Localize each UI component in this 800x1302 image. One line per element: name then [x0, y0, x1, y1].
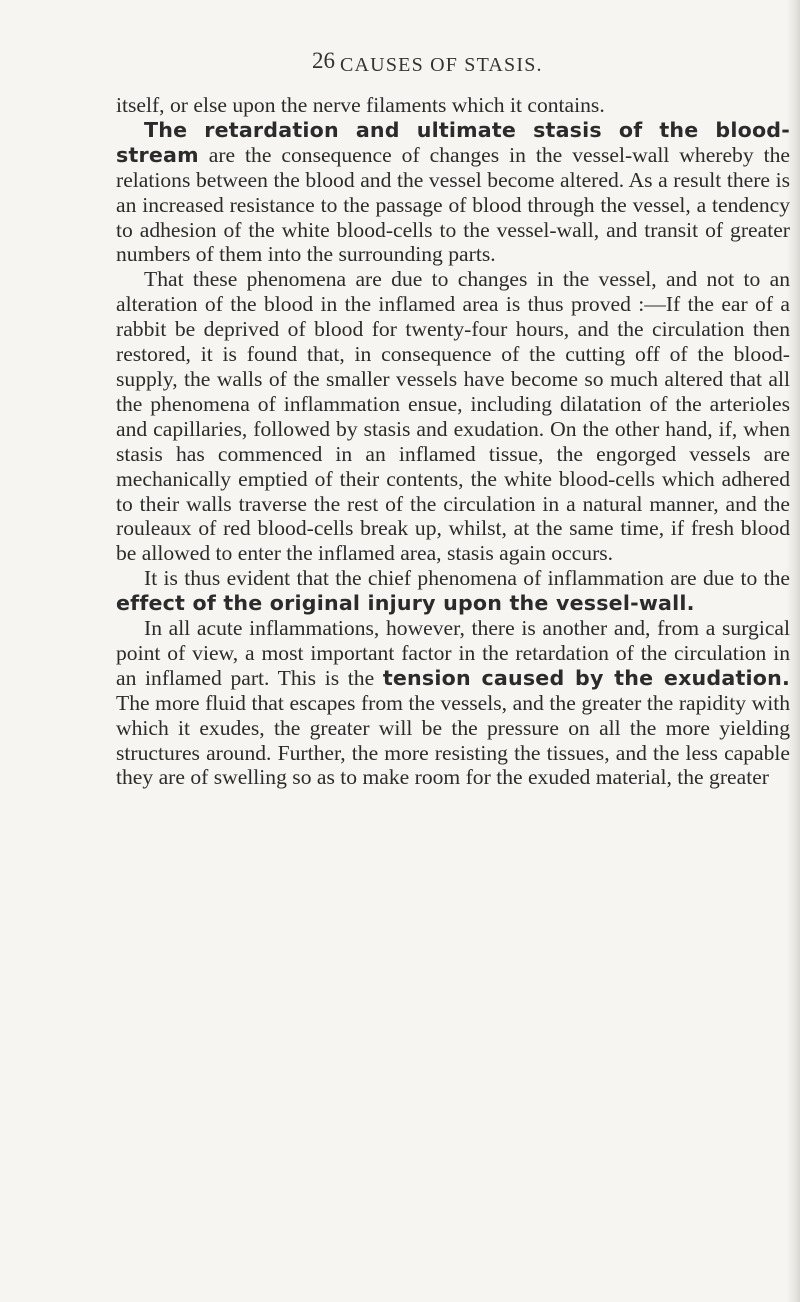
paragraph-5-text-after: The more fluid that escapes from the vessels, and the greater the rapidity with which it exudes, the greater will be the pressure on all the more yielding structures around. Further, the more resisting the tissues, and the less capable they are of swelling so as to make room for the exuded material, the greater: [116, 690, 790, 790]
page-number: 26: [312, 48, 335, 73]
paragraph-2: [116, 118, 790, 267]
paragraph-5-text: In all acute inflammations, however, there is another and, from a surgical point of view, a most important factor in the retardation of the circulation in an inflamed part. This is the: [116, 616, 790, 690]
paragraph-1-text: itself, or else upon the nerve filaments which it contains.: [116, 93, 605, 117]
paragraph-2-text: are the consequence of changes in the vessel-wall whereby the relations between the blood and the vessel become altered. As a result there is an increased resistance to the passage of blood through the vessel, a tendency to adhesion of the white blood-cells to the vessel-wall, and transit of greater numbers of them into the surrounding parts.: [116, 142, 790, 267]
body-text: [116, 93, 790, 790]
paragraph-1: [116, 93, 790, 118]
paragraph-3: [116, 267, 790, 566]
paragraph-4-bold: effect of the original injury upon the vessel-wall.: [116, 591, 695, 616]
paragraph-5-bold: tension caused by the exudation.: [382, 665, 790, 690]
paragraph-4-text: It is thus evident that the chief phenomena of inflammation are due to the: [144, 566, 790, 591]
running-title: CAUSES OF STASIS.: [340, 54, 543, 76]
paragraph-5: [116, 616, 790, 790]
paragraph-2-bold-lead: The retardation and ultimate stasis of the blood-stream: [116, 117, 790, 167]
paragraph-3-text: That these phenomena are due to changes in the vessel, and not to an alteration of the blood in the inflamed area is thus proved :—If the ear of a rabbit be deprived of blood for twenty-four hours, and the circulation then restored, it is found that, in consequence of the cutting off of the blood-supply, the walls of the smaller vessels have become so much altered that all the phenomena of inflammation ensue, including dilatation of the arterioles and capillaries, followed by stasis and exudation. On the other hand, if, when stasis has commenced in an inflamed tissue, the engorged vessels are mechanically emptied of their contents, the white blood-cells which adhered to their walls traverse the rest of the circulation in a natural manner, and the rouleaux of red blood-cells break up, whilst, at the same time, if fresh blood be allowed to enter the inflamed area, stasis again occurs.: [116, 267, 790, 566]
page-header: [0, 48, 800, 84]
paragraph-4: [116, 566, 790, 616]
